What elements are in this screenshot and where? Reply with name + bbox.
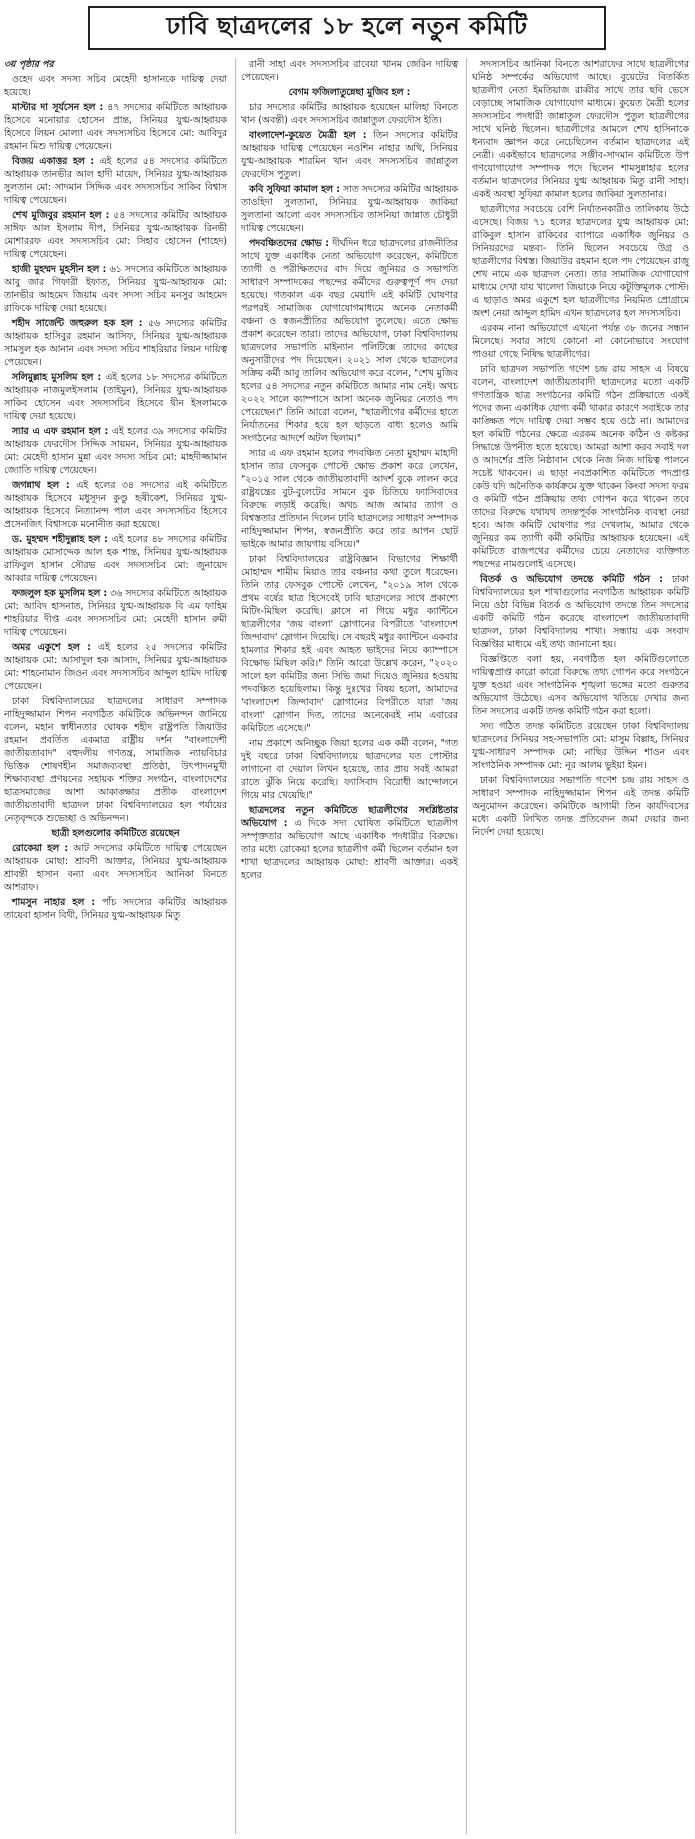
continued-from-note: ৩য় পৃষ্ঠার পর <box>4 59 54 70</box>
paragraph-lead: জগন্নাথ হল : <box>12 480 70 491</box>
paragraph-text: ঢাকা বিশ্ববিদ্যালয়ের রাষ্ট্রবিজ্ঞান বিভাগের শিক্ষার্থী মোহাম্মদ শামীম মিয়াও তার বঞ্চনার কথা তুলে ধরেছেন। তিনি তার ফেসবুক পোস্টে লেখেন, "২০১৯ সাল থেকে প্রথম বর্ষের ছাত্র হিসেবেই ঢাবি ছাত্রদলের সাথে প্রকাশ্যে মিটিং-মিছিল করেছি। ক্লাসে না গিয়ে মধুর ক্যান্টিনে ছাত্রলীগের 'জয় বাংলা' স্লোগানের বিপরীতে 'বাংলাদেশ জিন্দাবাদ' স্লোগান দিয়েছি। সে বছরই মধুর ক্যান্টিনে একবার হামলার শিকার হই এবং আহত ভাইদের নিয়ে ক্যাম্পাসে বিক্ষোভ মিছিল করি।" তিনি আরো উল্লেখ করেন, "২০২০ সালে হল কমিটির জন্য সিভি জমা দিয়েও জুনিয়র হওয়ায় পদবঞ্চিত হয়েছিলাম। কিন্তু দুঃখের বিষয় হলো, আমাদের 'বাংলাদেশ জিন্দাবাদ' স্লোগানের বিপরীতে যারা 'জয় বাংলা' স্লোগান দিত, তাদের অনেকেরই নাম এবারের কমিটিতে এসেছে।" <box>241 554 458 734</box>
article-paragraph <box>4 371 227 423</box>
paragraph-lead: কবি সুফিয়া কামাল হল : <box>249 184 340 195</box>
paragraph-lead: পদবঞ্চিতদের ক্ষোভ : <box>249 238 329 249</box>
article-paragraph <box>4 263 227 315</box>
headline: ঢাবি ছাত্রদলের ১৮ হলে নতুন কমিটি <box>166 11 528 40</box>
article-paragraph <box>4 479 227 531</box>
article-paragraph <box>472 774 689 839</box>
paragraph-text: এই হলের ৩৯ সদস্যের কমিটির আহ্বায়ক ফেরদৌস সিদ্দিক সায়মন, সিনিয়র যুগ্ম-আহ্বায়ক মো: মেহেদী হাসান মুন্না এবং সদস্য সচিব মো: মাহদীজ্জামান জ্যোতি দায়িত্ব পেয়েছেন। <box>4 426 227 476</box>
paragraph-lead: রোকেয়া হল : <box>12 843 69 854</box>
paragraph-lead: হাজী মুহম্মদ মুহসীন হল : <box>12 264 107 275</box>
article-paragraph <box>472 720 689 772</box>
article-paragraph <box>4 317 227 369</box>
paragraph-text: সদ্য গঠিত তদন্ত কমিটিতে রয়েছেন ঢাকা বিশ্ববিদ্যালয় ছাত্রদলের সিনিয়র সহ-সভাপতি মো: মাসুম বিল্লাহ, সিনিয়র যুগ্ম-সাধারণ সম্পাদক মো: নাছির উদ্দিন শাওন এবং সাংগঠনিক সম্পাদক মো: নূর আলম ভুইয়া ইমন। <box>472 721 689 771</box>
article-paragraph <box>472 363 689 571</box>
paragraph-lead: মাস্টার দা সূর্যসেন হল : <box>12 102 104 113</box>
paragraph-text: ঢাকা বিশ্ববিদ্যালয়ের ছাত্রদলের সাধারণ সম্পাদক নাহিদুজ্জামান শিপন নবগঠিত কমিটিকে অভিনন্দন জানিয়ে বলেন, মহান স্বাধীনতার ঘোষক শহীদ রাষ্ট্রপতি জিয়াউর রহমান প্রবর্তিত একমাত্র রাষ্ট্রীয় দর্শন "বাংলাদেশী জাতীয়তাবাদ" বহুদলীয় গণতন্ত্র, সামাজিক ন্যায়বিচার ভিত্তিক শোষণহীন সমাজব্যবস্থা প্রতিষ্ঠা, উৎপাদনমুখী শিক্ষাব্যবস্থা প্রণয়নের সহায়ক শক্তির সংগঠন, বাংলাদেশের ছাত্রসমাজের আশা আকাঙ্ক্ষার প্রতীক বাংলাদেশ জাতীয়তাবাদী ছাত্রদল ঢাকা বিশ্ববিদ্যালয়ের হল পর্যায়ের নেতৃবৃন্দকে শুভেচ্ছা ও অভিনন্দন। <box>4 696 227 824</box>
paragraph-text: আট সদস্যের কমিটিতে দায়িত্ব পেয়েছেন আহ্বায়ক মোছা: শ্রাবণী আক্তার, সিনিয়র যুগ্ম-আহ্বায়ক শ্রাবন্তী হাসান বন্যা এবং সদস্যসচিব আনিকা বিনতে আশরাফ। <box>4 843 227 893</box>
article-paragraph <box>241 553 458 735</box>
article-paragraph <box>4 73 227 99</box>
article-paragraph <box>472 58 689 201</box>
paragraph-text: ৫৪ সদস্যের কমিটির আহ্বায়ক সাঈফ আল ইসলাম দীপ, সিনিয়র যুগ্ম-আহ্বায়ক রিনভী মোশাররফ এবং সদস্যসচিব মো: সিহাব হোসেন (শাহেদ) দায়িত্ব পেয়েছেন। <box>4 210 227 260</box>
paragraph-text: তিন সদস্যের কমিটির আহ্বায়ক দায়িত্ব পেয়েছেন নওশিন নাহার অথি, সিনিয়র যুগ্ম-আহ্বায়ক শারমিন খান এবং সদস্যসচিব জান্নাতুল ফেরদৌস পুতুল। <box>241 130 458 180</box>
paragraph-lead: স্যার এ এফ রহমান হল : <box>12 426 109 437</box>
article-paragraph <box>241 737 458 802</box>
paragraph-text: নাম প্রকাশে অনিচ্ছুক জিয়া হলের এক কর্মী বলেন, "গত দুই বছরে ঢাকা বিশ্ববিদ্যালয়ে ছাত্রদলের যত পোস্টার লাগানো বা দেয়াল লিখন হয়েছে, তার প্রায় সবই আমরা রাতে ঝুঁকি নিয়ে করেছি। ফ্যাসিবাদ বিরোধী আন্দোলনে গিয়ে মার খেয়েছি।" <box>241 738 458 801</box>
paragraph-lead: বিতর্ক ও অভিযোগ তদন্তে কমিটি গঠন : <box>480 574 663 585</box>
paragraph-lead: ফজলুল হক মুসলিম হল : <box>12 588 108 599</box>
paragraph-lead: অমর একুশে হল : <box>12 642 91 653</box>
paragraph-lead: শামসুন নাহার হল : <box>12 897 96 908</box>
paragraph-text: চার সদস্যের কমিটির আহ্বায়ক হয়েছেন মালিহা বিনতে খান (অবন্তী) এবং সদস্যসচিব জান্নাতুল ফেরদৌস ইতি। <box>241 102 458 126</box>
paragraph-text: ঢাকা বিশ্ববিদ্যালয়ের হল শাখাগুলোর নবগঠিত আহ্বায়ক কমিটি নিয়ে ওঠা বিভিন্ন বিতর্ক ও অভিযোগ তদন্তে তিন সদস্যের একটি কমিটি গঠন করেছে বাংলাদেশ জাতীয়তাবাদী ছাত্রদল, ঢাকা বিশ্ববিদ্যালয় শাখা। সন্ধ্যায় এক সংবাদ বিজ্ঞপ্তির মাধ্যমে এই তথ্য জানানো হয়। <box>472 574 689 650</box>
paragraph-text: ছাত্রলীগের সবচেয়ে বেশি নির্যাতনকারীও তালিকায় উঠে এসেছে। বিজয় ৭১ হলের ছাত্রদলের যুগ্ম আহ্বায়ক মো: রাকিবুল হাসান রাকিবের ব্যাপারে একাধিক জুনিয়র ও সিনিয়রদের মন্তব্য- তিনি ছিলেন সবচেয়ে উগ্র ও ছাত্রলীগের বিশ্বস্ত। জিয়াউর রহমান হলে পদ পেয়েছেন রাজু শেখ নামে এক ছাত্রদল নেতা। তার সামাজিক যোগাযোগ মাধ্যমে দেখা যায় খালেদা জিয়াকে নিয়ে কটূক্তিমূলক পোস্ট। এ ছাড়াও অমর একুশে হল ছাত্রলীগের নিয়মিত প্রোগ্রামে অংশ নেয়া আব্দুল হামিদ এখন ছাত্রদলের হল সদস্যসচিব। <box>472 204 689 319</box>
headline-box <box>88 6 606 50</box>
article-paragraph <box>241 804 458 882</box>
paragraph-text: ঢাকা বিশ্ববিদ্যালয়ের সভাপতি গণেশ চন্দ্র রায় সাহস ও সাধারণ সম্পাদক নাহিদুজ্জামান শিপন এই তদন্ত কমিটি অনুমোদন করেছেন। কমিটিকে আগামী তিন কার্যদিবসের মধ্যে একটি লিখিত তদন্ত প্রতিবেদন জমা দেয়ার জন্য নির্দেশ দেয়া হয়েছে। <box>472 775 689 838</box>
article-paragraph <box>4 101 227 153</box>
article-paragraph <box>241 183 458 235</box>
paragraph-text: ওহেদ এবং সদস্য সচিব মেহেদী হাসানকে দায়িত্ব দেয়া হয়েছে। <box>4 74 227 98</box>
paragraph-lead: শহীদ সার্জেন্ট জহুরুল হক হল : <box>12 318 143 329</box>
paragraph-lead: বাংলাদেশ-কুয়েত মৈত্রী হল : <box>249 130 367 141</box>
article-paragraph <box>241 58 458 84</box>
paragraph-lead: বিজয় একাত্তর হল : <box>12 156 95 167</box>
subheading: ছাত্রী হলগুলোর কমিটিতে রয়েছেন <box>51 828 180 839</box>
paragraph-text: সাত সদস্যের কমিটির আহ্বায়ক তাওহিদা সুলতানা, সিনিয়র যুগ্ম-আহ্বায়ক জাকিয়া সুলতানা আলো এবং সদস্যসচিব তাসনিয়া জান্নাত চৌধুরী দায়িত্ব পেয়েছেন। <box>241 184 458 234</box>
article-paragraph <box>241 237 458 445</box>
paragraph-text: এরকম নানা অভিযোগে এখনো পর্যন্ত ৩৮ জনের সন্ধান মিলেছে। সবার সাথে কোনো না কোনোভাবে সংযোগ পাওয়া গেছে নিষিদ্ধ ছাত্রলীগের। <box>472 323 689 360</box>
article-paragraph <box>4 896 227 922</box>
paragraph-text: রানী সাহা এবং সদস্যসচিব রাবেয়া খানম জেরিন দায়িত্ব পেয়েছেন। <box>241 59 458 83</box>
article-paragraph <box>472 653 689 718</box>
paragraph-text: বিজ্ঞপ্তিতে বলা হয়, নবগঠিত হল কমিটিগুলোতে দায়িত্বপ্রাপ্ত কারো কারো বিরুদ্ধে তথ্য গোপন করে সংগঠনে যুক্ত হওয়া এবং সাংগঠনিক শৃঙ্খলা ভঙ্গের মতো গুরুতর অভিযোগ উঠেছে। এসব অভিযোগ খতিয়ে দেখার জন্য তিন সদস্যের একটি তদন্ত কমিটি গঠন করা হলো। <box>472 654 689 717</box>
paragraph-lead: ছাত্রদলের নতুন কমিটিতে ছাত্রলীগের সংশ্লিষ্টতার অভিযোগ : <box>241 805 458 829</box>
paragraph-text: দীর্ঘদিন ধরে ছাত্রদলের রাজনীতির সাথে যুক্ত একাধিক নেতা অভিযোগ করেছেন, কমিটিতে ত্যাগী ও পরীক্ষিতদের বাদ দিয়ে জুনিয়র ও সভাপতি সাধারণ সম্পাদকের পছন্দের কর্মীদের গুরুত্বপূর্ণ পদ দেয়া হয়েছে। গতকাল এক বছর মেয়াদি এই কমিটি ঘোষণার পরপরই সামাজিক যোগাযোগমাধ্যমে অনেক নেতাকর্মী বঞ্চনা ও স্বজনপ্রীতির অভিযোগ তুলেছে। এতে ক্ষোভ প্রকাশ করেছেন তারা। তাদের অভিযোগ, ঢাকা বিশ্ববিদ্যালয় ছাত্রদলের সভাপতি মাইন্যান পলিটিক্সে তাদের কাছের অনুসারীদের পদ দিয়েছেন। ২০২১ সাল থেকে ছাত্রদলের সক্রিয় কর্মী আবু তালিব অভিযোগ করে বলেন, "শেখ মুজিব হলের ৫৪ সদস্যের নতুন কমিটিতে আমার নাম নেই। অথচ ২০২২ সালে ক্যাম্পাসে আসা অনেক জুনিয়র নেতাও পদ পেয়েছেন।" তিনি আরো বলেন, "ছাত্রলীগের কর্মীদের হাতে নির্যাতনের শিকার হয়ে হল ছাড়তে বাধ্য হলেও আমি সংগঠনের আদর্শে অটল ছিলাম।" <box>241 238 459 444</box>
paragraph-text: ৩৬ সদস্যের কমিটিতে আহ্বায়ক মো: আবিদ হাসনাত, সিনিয়র যুগ্ম-আহ্বায়ক বি এম ফাহিম শাহরিয়ার দীপ্ত এবং সদস্যসচিব মো: মেহেদী হাসান রুমী দায়িত্ব পেয়েছেন। <box>4 588 228 638</box>
paragraph-text: এই হলের ২৫ সদস্যের কমিটির আহ্বায়ক মো: আসাদুল হক আসাদ, সিনিয়র যুগ্ম-আহ্বায়ক মো: শাহনোমান জিওন এবং সদস্যসচিব আব্দুল হামিদ দায়িত্ব পেয়েছেন। <box>4 642 227 692</box>
paragraph-text: স্যার এ এফ রহমান হলের পদবঞ্চিত নেতা মুহাম্মদ মাহাদী হাসান তার ফেসবুক পোস্টে ক্ষোভ প্রকাশ করে লেখেন, "২০১৫ সাল থেকে জাতীয়তাবাদী আদর্শ বুকে লালন করে রাষ্ট্রযন্ত্রের বুট-বুলেটের সামনে বুক চিতিয়ে ফ্যাসিবাদের বিরুদ্ধে লড়াই করেছি। অথচ আজ আমার ত্যাগ ও বিশ্বস্ততার প্রতিদান দিলেন ঢাবি ছাত্রদলের সাধারণ সম্পাদক নাহিদুজ্জামান শিপন, স্বজনপ্রীতি করে তার আপন ছোট ভাইকে আমার জায়গায় বসিয়ে।" <box>241 448 458 550</box>
article-paragraph <box>4 209 227 261</box>
subheading: বেগম ফজিলাতুন্নেছা মুজিব হল : <box>288 87 411 98</box>
article-paragraph <box>472 203 689 320</box>
article-paragraph <box>4 155 227 207</box>
article-paragraph <box>241 447 458 551</box>
paragraph-text: এ দিকে সদ্য ঘোষিত কমিটিতে ছাত্রলীগ সম্পৃক্ততার অভিযোগ আছে একাধিক পদধারীর বিরুদ্ধে। তার মধ্যে রোকেয়া হলের ছাত্রলীগ কর্মী ছিলেন বর্তমান হল শাখা ছাত্রদলের আহ্বায়ক মোছা: শ্রাবণী আক্তার। একই হলের <box>241 818 458 881</box>
paragraph-text: এই হলের ৪৮ সদস্যের কমিটির আহ্বায়ক মোসাদ্দেক আল হক শান্ত, সিনিয়র যুগ্ম-আহ্বায়ক রাফিবুল হাসান সৌরভ এবং সদস্যসচিব মো: জুনায়েদ আব্বার দায়িত্ব পেয়েছেন। <box>4 534 227 584</box>
paragraph-text: পাঁচ সদস্যের কমিটির আহ্বায়ক তায়েবা হাসান বিথী, সিনিয়র যুগ্ম-আহ্বায়ক মিতু <box>4 897 227 921</box>
paragraph-lead: সলিমুল্লাহ মুসলিম হল : <box>12 372 102 383</box>
article-paragraph <box>241 129 458 181</box>
article-paragraph <box>4 587 227 639</box>
article-paragraph <box>472 573 689 651</box>
paragraph-text: ৪৭ সদস্যের কমিটিতে আহ্বায়ক হিসেবে মনোয়ার হোসেন প্রান্ত, সিনিয়র যুগ্ম-আহ্বায়ক হিসেবে লিয়ন মোল্যা এবং সদস্যসচিব হিসেবে মো: আবিদুর রহমান মিশু দায়িত্ব পেয়েছেন। <box>4 102 227 152</box>
article-paragraph <box>4 425 227 477</box>
article-paragraph <box>4 641 227 693</box>
paragraph-lead: ড. মুহম্মদ শহীদুল্লাহ হল : <box>12 534 108 545</box>
article-paragraph <box>241 101 458 127</box>
paragraph-text: ৬১ সদস্যের কমিটিতে আহ্বায়ক আবু জার গিফারী ইফাত, সিনিয়র যুগ্ম-আহ্বায়ক মো: তানভীর আহমেদ জিয়াম এবং সদস্য সচিব মনসুর আহমেদ রাফিকে দায়িত্ব দেয়া হয়েছে। <box>4 264 227 314</box>
paragraph-text: ঢাবি ছাত্রদল সভাপতি গণেশ চন্দ্র রায় সাহস এ বিষয়ে বলেন, বাংলাদেশ জাতীয়তাবাদী ছাত্রদলের মতো একটি গণতান্ত্রিক ছাত্র সংগঠনের কমিটি গঠন প্রক্রিয়াতে একই পদের জন্য একাধিক যোগ্য কর্মী থাকার কারণে সবাইকে তার কাঙ্ক্ষিত পদে দায়িত্ব দেয়া সম্ভব হয়ে ওঠে না। আমাদের হল কমিটি গঠনের ক্ষেত্রে এরকম অনেক কঠিন ও কষ্টকর সিদ্ধান্তে উপনীত হতে হয়েছে। আমরা আশা করব সবাই দল ও আদর্শের প্রতি নিষ্ঠাবান থেকে নিজ নিজ দায়িত্ব পালনে সচেষ্ট থাকবেন। এ ছাড়া নবপ্রকাশিত কমিটিতে পদপ্রাপ্ত কেউ যদি অনৈতিক কার্যক্রমে যুক্ত থাকেন কিংবা সদস্য ফরম ও কমিটি গঠন প্রক্রিয়ায় তথ্য গোপন করে থাকেন তবে তাদের বিরুদ্ধে যথাযথ তদন্তপূর্বক সাংগঠনিক ব্যবস্থা নেয়া হবে। আজ কমিটি ঘোষণার পর দেখলাম, আমার থেকে জুনিয়র কম ত্যাগী কর্মী কমিটির আহ্বায়ক হয়েছেন। এই কমিটিতে রাজপথের কর্মীদের চেয়ে নেতাদের ব্যক্তিগত পছন্দের নামগুলোই এসেছে। <box>472 364 689 570</box>
paragraph-text: ৫৬ সদস্যের কমিটির আহ্বায়ক হাসিবুর রহমান আসিফ, সিনিয়র যুগ্ম-আহ্বায়ক সামসুল হক আনান এবং সদস্য সচিব শাহরিয়ার লিয়ন দায়িত্ব পেয়েছেন। <box>4 318 227 368</box>
article-paragraph <box>472 322 689 361</box>
paragraph-text: এই হলের ৫৪ সদস্যের কমিটিতে আহ্বায়ক তানভীর আল হাদী মায়েদ, সিনিয়র যুগ্ম-আহ্বায়ক সুলতান মো: সাদমান সিদ্দিক এবং সদস্যসচিব সাকিব বিশ্বাস দায়িত্ব পেয়েছেন। <box>4 156 227 206</box>
article-paragraph <box>4 695 227 825</box>
column-1 <box>4 58 229 1834</box>
paragraph-lead: শেখ মুজিবুর রহমান হল : <box>12 210 110 221</box>
paragraph-text: সদস্যসচিব আনিকা বিনতে আশরাফের সাথে ছাত্রলীগের ঘনিষ্ঠ সম্পর্কের অভিযোগ আছে। বুয়েটের বিতর্কিত ছাত্রলীগ নেতা ইমতিয়াজ রাব্বীর সাথে তার ছবি ভেসে বেড়াচ্ছে সামাজিক যোগাযোগ মাধ্যমে। কুয়েত মৈত্রী হলের সদস্যসচিব পদধারী জান্নাতুল ফেরদৌস পুতুল ছাত্রলীগের সাথে ঘনিষ্ঠ ছিলেন। ছাত্রলীগের আমলে শেখ হাসিনাকে ধন্যবাদ জ্ঞাপন করে নেচেছিলেন বর্তমান ছাত্রদলের এই নেত্রী। একইভাবে ছাত্রদলের সঞ্জীব-সাদমান কমিটিতে উপ গণযোগাযোগ সম্পাদক পদে ছিলেন শামসুন্নাহার হলের বর্তমান ছাত্রদলের সিনিয়র যুগ্ম আহ্বায়ক মিতু রানী সাহা। একই অবস্থা সুফিয়া কামাল হলের জাকিয়া সুলতানার। <box>472 59 689 200</box>
column-2 <box>235 58 460 1834</box>
paragraph-text: এই হলের ১৮ সদস্যের কমিটিতে আহ্বায়ক নাজমুলইসলাম (তাইমুন), সিনিয়র যুগ্ম-আহ্বায়ক সাকিব হোসেন এবং সদস্যসচিব হিসেবে দ্বীন ইসলামকে দায়িত্ব দেয়া হয়েছে। <box>4 372 227 422</box>
paragraph-text: এই হলের ৩৪ সদস্যের এই কমিটিতে আহ্বায়ক হিসেবে মধুসূদন কুণ্ডু হৃষীকেশ, সিনিয়র যুগ্ম-আহ্বায়ক হিসেবে নিত্যানন্দ পাল এবং সদস্যসচিব হিসেবে প্রসেনজিৎ বিশ্বাসকে মনোনীত করা হয়েছে। <box>4 480 227 530</box>
article-columns <box>4 58 691 1834</box>
column-3 <box>466 58 691 1834</box>
article-paragraph <box>4 842 227 894</box>
article-paragraph <box>4 533 227 585</box>
